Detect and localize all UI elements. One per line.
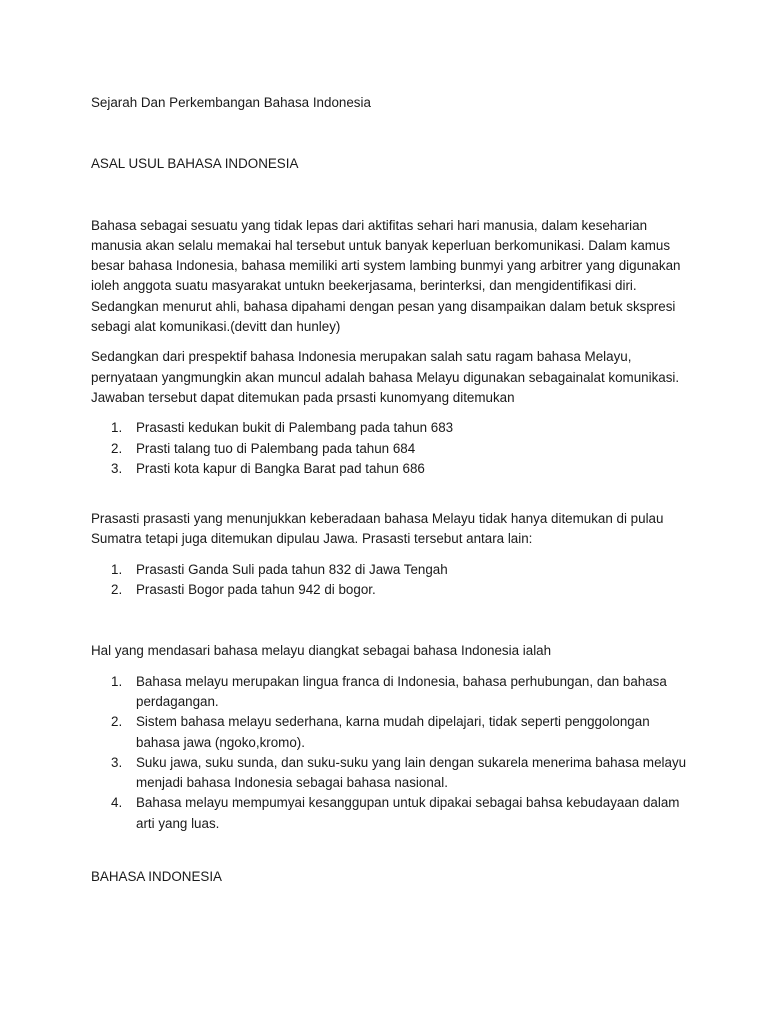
section-heading-bahasa-indonesia: BAHASA INDONESIA — [91, 869, 222, 885]
paragraph-prasasti-jawa: Prasasti prasasti yang menunjukkan keberadaan bahasa Melayu tidak hanya ditemukan di pulau Sumatra tetapi juga ditemukan dipulau Jawa. Prasasti tersebut antara lain: — [91, 511, 664, 547]
list-number: 1. — [111, 561, 123, 577]
section-heading-asal-usul: ASAL USUL BAHASA INDONESIA — [91, 156, 299, 172]
list-item-text: Prasasti Bogor pada tahun 942 di bogor. — [136, 582, 376, 598]
list-number: 3. — [111, 460, 123, 476]
list-prasasti-jawa — [91, 560, 687, 601]
paragraph-reasons-intro: Hal yang mendasari bahasa melayu diangkat sebagai bahasa Indonesia ialah — [91, 643, 552, 659]
list-item-text: Prasti kota kapur di Bangka Barat pad tahun 686 — [136, 460, 425, 476]
list-item-text: Prasasti kedukan bukit di Palembang pada tahun 683 — [136, 420, 454, 436]
list-item — [91, 560, 687, 580]
list-item — [91, 459, 687, 479]
list-item — [91, 580, 687, 600]
list-number: 2. — [111, 440, 123, 456]
list-number: 4. — [111, 795, 123, 811]
list-item — [91, 712, 687, 753]
list-prasasti-sumatra — [91, 418, 687, 479]
document-body — [91, 93, 687, 887]
document-title: Sejarah Dan Perkembangan Bahasa Indonesia — [91, 95, 371, 110]
list-item — [91, 418, 687, 438]
list-item-text: Bahasa melayu merupakan lingua franca di Indonesia, bahasa perhubungan, dan bahasa perdagangan. — [136, 673, 667, 709]
list-item — [91, 672, 687, 713]
list-item — [91, 439, 687, 459]
list-item — [91, 753, 687, 794]
list-item-text: Prasasti Ganda Suli pada tahun 832 di Jawa Tengah — [136, 561, 448, 577]
list-number: 2. — [111, 714, 123, 730]
paragraph-melayu-perspective: Sedangkan dari prespektif bahasa Indonesia merupakan salah satu ragam bahasa Melayu, pernyataan yangmungkin akan muncul adalah bahasa Melayu digunakan sebagainalat komunikasi. Jawaban tersebut dapat ditemukan pada prsasti kunomyang ditemukan — [91, 349, 680, 405]
list-item-text: Bahasa melayu mempumyai kesanggupan untuk dipakai sebagai bahsa kebudayaan dalam arti yang luas. — [136, 795, 680, 831]
paragraph-definition: Bahasa sebagai sesuatu yang tidak lepas dari aktifitas sehari hari manusia, dalam keseharian manusia akan selalu memakai hal tersebut untuk banyak keperluan berkomunikasi. Dalam kamus besar bahasa Indonesia, bahasa memiliki arti system lambing bunmyi yang arbitrer yang digunakan ioleh anggota suatu masyarakat untukn beekerjasama, berinterksi, dan mengidentifikasi diri. Sedangkan menurut ahli, bahasa dipahami dengan pesan yang disampaikan dalam betuk skspresi sebagi alat komunikasi.(devitt dan hunley) — [91, 217, 681, 335]
list-item-text: Prasti talang tuo di Palembang pada tahun 684 — [136, 440, 416, 456]
list-item-text: Sistem bahasa melayu sederhana, karna mudah dipelajari, tidak seperti penggolongan bahasa jawa (ngoko,kromo). — [136, 714, 650, 750]
list-number: 1. — [111, 420, 123, 436]
list-number: 3. — [111, 754, 123, 770]
list-number: 1. — [111, 673, 123, 689]
list-number: 2. — [111, 582, 123, 598]
list-item-text: Suku jawa, suku sunda, dan suku-suku yang lain dengan sukarela menerima bahasa melayu menjadi bahasa Indonesia sebagai bahasa nasional. — [136, 754, 687, 791]
list-item — [91, 793, 687, 834]
list-reasons — [91, 672, 687, 834]
